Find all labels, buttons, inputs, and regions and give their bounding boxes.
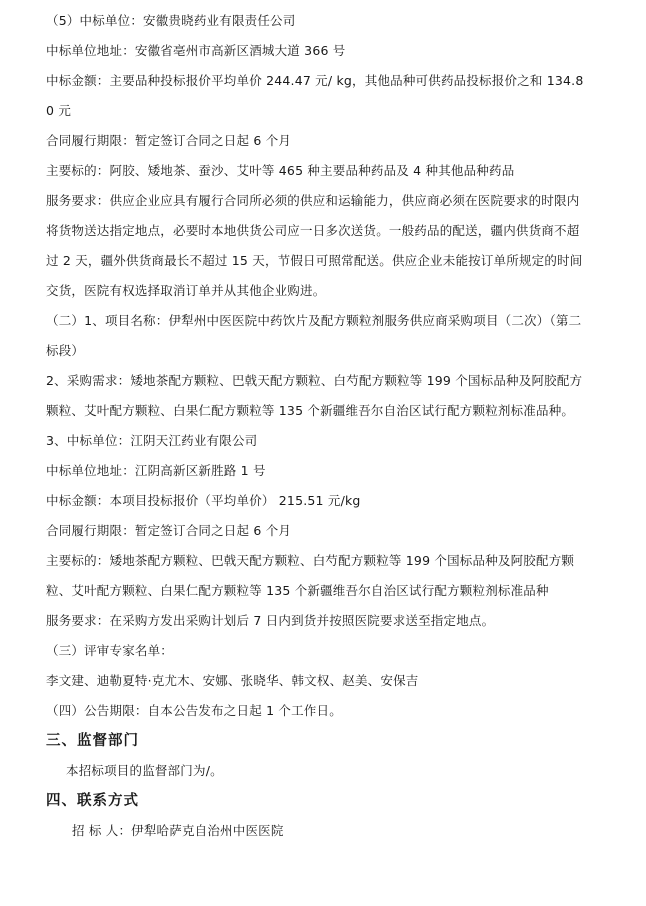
contract-period: 合同履行期限：暂定签订合同之日起 6 个月 (46, 133, 292, 148)
section-supervision-heading: 三、监督部门 (46, 733, 139, 749)
project-name-lot2: （二）1、项目名称：伊犁州中医医院中药饮片及配方颗粒剂服务供应商采购项目（二次）（第二标段） (46, 313, 582, 358)
main-subject-2: 主要标的：矮地茶配方颗粒、巴戟天配方颗粒、白芍配方颗粒等 199 个国标品种及阿胶配方颗粒、艾叶配方颗粒、白果仁配方颗粒等 135 个新疆维吾尔自治区试行配方颗粒剂标准品种 (46, 553, 575, 598)
expert-list: 李文建、迪勒夏特·克尤木、安娜、张晓华、韩文权、赵美、安保吉 (46, 673, 419, 688)
supervision-text: 本招标项目的监督部门为/。 (66, 763, 223, 778)
winning-bidder-5: （5）中标单位：安徽贵晓药业有限责任公司 (46, 13, 296, 28)
notice-period: （四）公告期限：自本公告发布之日起 1 个工作日。 (46, 703, 342, 718)
winning-bidder-address: 中标单位地址：安徽省亳州市高新区酒城大道 366 号 (46, 43, 346, 58)
expert-list-heading: （三）评审专家名单： (46, 643, 174, 658)
main-subject: 主要标的：阿胶、矮地茶、蚕沙、艾叶等 465 种主要品种药品及 4 种其他品种药品 (46, 163, 515, 178)
winning-amount-2: 中标金额：本项目投标报价（平均单价） 215.51 元/kg (46, 493, 361, 508)
contact-tenderer: 招 标 人：伊犁哈萨克自治州中医医院 (72, 823, 284, 838)
procurement-needs: 2、采购需求：矮地茶配方颗粒、巴戟天配方颗粒、白芍配方颗粒等 199 个国标品种及阿胶配方颗粒、艾叶配方颗粒、白果仁配方颗粒等 135 个新疆维吾尔自治区试行配方颗粒剂标准品种。 (46, 373, 583, 418)
winning-bidder-address-2: 中标单位地址：江阴高新区新胜路 1 号 (46, 463, 266, 478)
service-requirements-2: 服务要求：在采购方发出采购计划后 7 日内到货并按照医院要求送至指定地点。 (46, 613, 495, 628)
service-requirements: 服务要求：供应企业应具有履行合同所必须的供应和运输能力，供应商必须在医院要求的时限内将货物送达指定地点，必要时本地供货公司应一日多次送货。一般药品的配送，疆内供货商不超过 2 天，疆外供货商最长不超过 15 天，节假日可照常配送。供应企业未能按订单所规定的时间交货，医院有权选择取消订单并从其他企业购进。 (46, 193, 583, 298)
section-contact-heading: 四、联系方式 (46, 793, 139, 809)
contract-period-2: 合同履行期限：暂定签订合同之日起 6 个月 (46, 523, 292, 538)
winning-amount: 中标金额：主要品种投标报价平均单价 244.47 元/ kg，其他品种可供药品投标报价之和 134.80 元 (46, 73, 584, 118)
winning-bidder-3: 3、中标单位：江阴天江药业有限公司 (46, 433, 258, 448)
